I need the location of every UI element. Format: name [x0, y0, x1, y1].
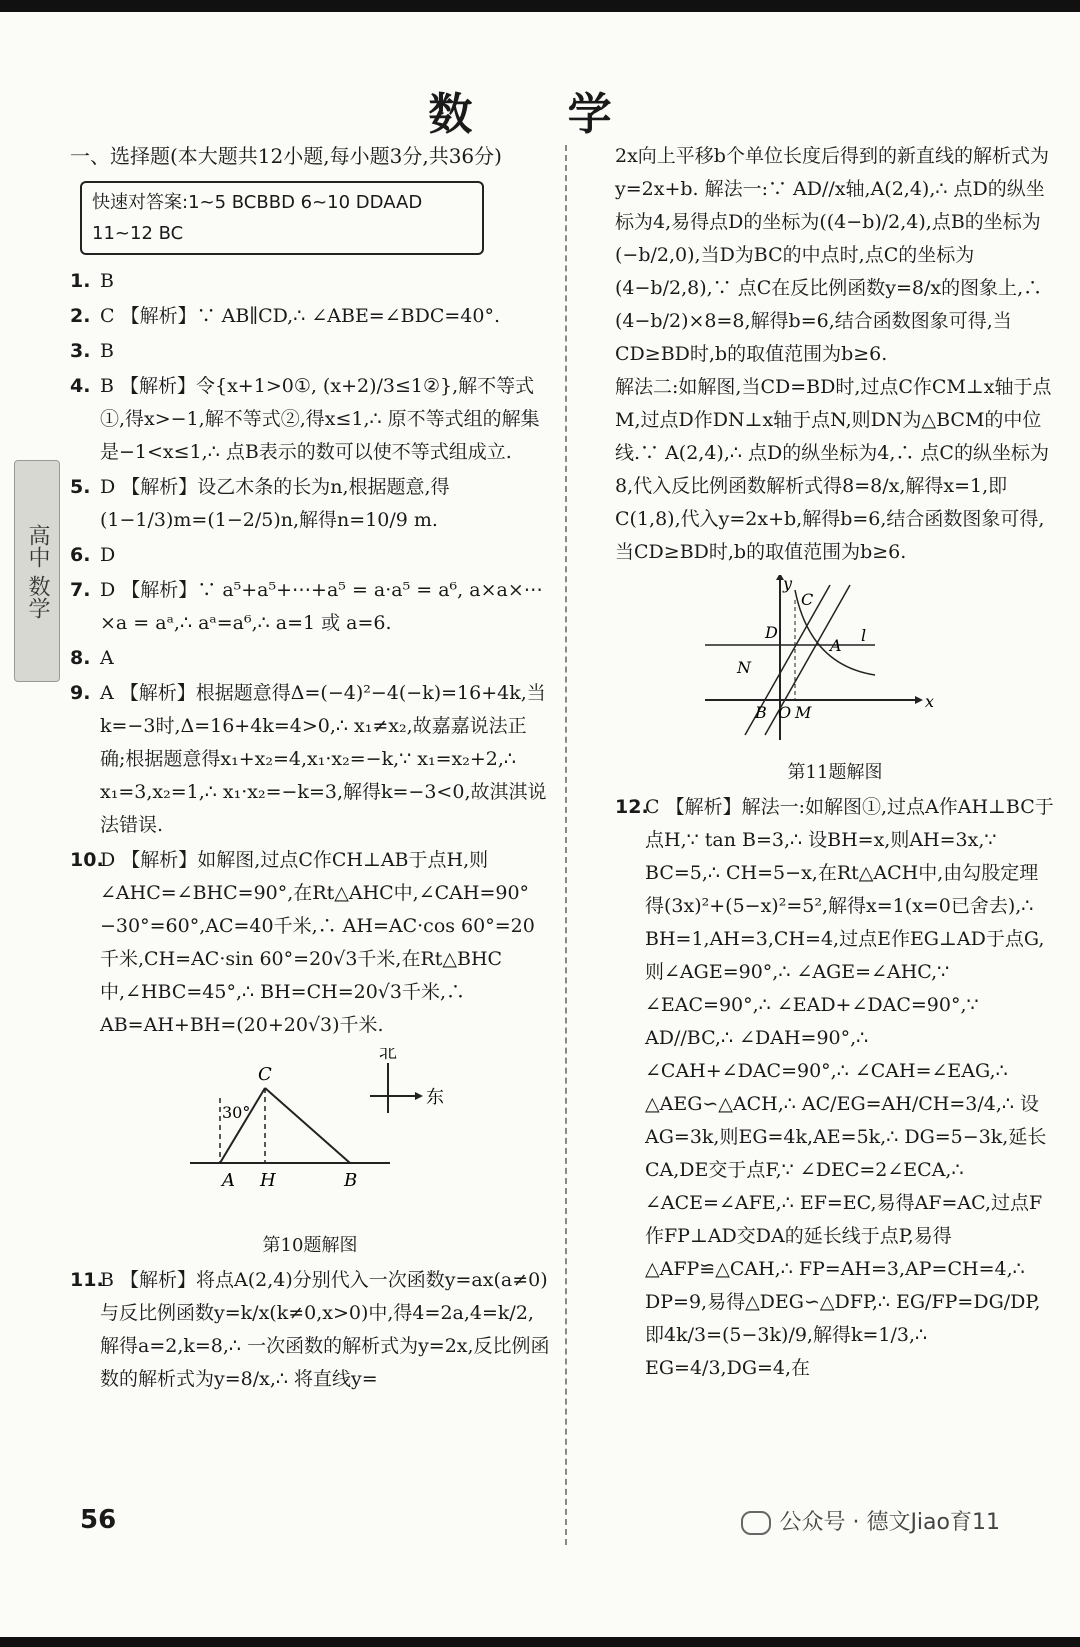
right-column [615, 140, 1055, 1387]
label-A: A [222, 1170, 235, 1191]
answer-item [70, 335, 550, 368]
quick-answer-line-1: 快速对答案:1~5 BCBBD 6~10 DDAAD [92, 192, 423, 213]
wechat-icon [741, 1511, 771, 1535]
x-axis-arrow-icon [915, 696, 923, 704]
item-number: 7. [70, 579, 91, 601]
solution-11-part2: 解法二:如解图,当CD=BD时,过点C作CM⊥x轴于点M,过点D作DN⊥x轴于点N,则DN为△BCM的中位线.∵ A(2,4),∴ 点D的纵坐标为4,∴ 点C的纵坐标为8,代入反比例函数解析式得8=8/x,解得x=1,即C(1,8),代入y=2x+b,解得b=6,结合函数图象可得,当CD≥BD时,b的取值范围为b≥6. [615, 376, 1052, 563]
item-text: D 【解析】如解图,过点C作CH⊥AB于点H,则∠AHC=∠BHC=90°,在Rt△AHC中,∠CAH=90°−30°=60°,AC=40千米,∴ AH=AC·cos 60°=20千米,CH=AC·sin 60°=20√3千米,在Rt△BHC中,∠HBC=45°,∴ BH=CH=20√3千米,∴ AB=AH+BH=(20+20√3)千米. [100, 849, 535, 1036]
figure-10 [70, 1048, 550, 1262]
answer-item [70, 265, 550, 298]
item-text: D [100, 544, 116, 566]
watermark [741, 1505, 1000, 1536]
label-C: C [801, 590, 814, 609]
compass-arrow-icon [415, 1092, 423, 1100]
item-text: B [100, 340, 114, 362]
side-CB [265, 1088, 350, 1163]
label-x: x [925, 692, 935, 711]
figure-11 [615, 575, 1055, 789]
figure-11-diagram [615, 575, 1055, 745]
solution-11-part1: 2x向上平移b个单位长度后得到的新直线的解析式为y=2x+b. 解法一:∵ AD//x轴,A(2,4),∴ 点D的纵坐标为4,易得点D的坐标为((4−b)/2,4),点B的坐标为(−b/2,0),当D为BC的中点时,点C的坐标为(4−b/2,8),∵ 点C在反比例函数y=8/x的图象上,∴ (4−b/2)×8=8,解得b=6,结合函数图象可得,当CD≥BD时,b的取值范围为b≥6. [615, 145, 1049, 365]
label-C: C [258, 1064, 272, 1085]
item-text: B 【解析】将点A(2,4)分别代入一次函数y=ax(a≠0)与反比例函数y=k/x(k≠0,x>0)中,得4=2a,4=k/2,解得a=2,k=8,∴ 一次函数的解析式为y=2x,反比例函数的解析式为y=8/x,∴ 将直线y= [100, 1269, 550, 1390]
left-column [70, 140, 550, 1398]
answer-item [70, 1264, 550, 1396]
item-number: 4. [70, 375, 91, 397]
item-number: 1. [70, 270, 91, 292]
item-number: 9. [70, 682, 91, 704]
label-A: A [830, 636, 842, 655]
figure-10-diagram [70, 1048, 550, 1218]
item-number: 10. [70, 849, 104, 871]
item-number: 12. [615, 796, 649, 818]
item-number: 3. [70, 340, 91, 362]
item-number: 2. [70, 305, 91, 327]
answer-item [615, 791, 1055, 1385]
label-y: y [783, 575, 793, 593]
item-number: 11. [70, 1269, 104, 1291]
label-B: B [755, 703, 767, 722]
label-H: H [260, 1170, 276, 1191]
item-number: 5. [70, 476, 91, 498]
answer-item [70, 370, 550, 469]
section-heading: 一、选择题(本大题共12小题,每小题3分,共36分) [70, 144, 502, 168]
answer-item [70, 539, 550, 572]
answer-item [70, 642, 550, 675]
item-text: A [100, 647, 114, 669]
side-tab: 高中 数学 [14, 460, 60, 682]
item-text: B 【解析】令{x+1>0①, (x+2)/3≤1②},解不等式①,得x>−1,解不等式②,得x≤1,∴ 原不等式组的解集是−1<x≤1,∴ 点B表示的数可以使不等式组成立. [100, 375, 540, 463]
item-text: C 【解析】解法一:如解图①,过点A作AH⊥BC于点H,∵ tan B=3,∴ 设BH=x,则AH=3x,∵ BC=5,∴ CH=5−x,在Rt△ACH中,由勾股定理得(3x)²+(5−x)²=5²,解得x=1(x=0已舍去),∴ BH=1,AH=3,CH=4,过点E作EG⊥AD于点G,则∠AGE=90°,∴ ∠AGE=∠AHC,∵ ∠EAC=90°,∴ ∠EAD+∠DAC=90°,∵ AD//BC,∴ ∠DAH=90°,∴ ∠CAH+∠DAC=90°,∴ ∠CAH=∠EAG,∴ △AEG∽△ACH,∴ AC/EG=AH/CH=3/4,∴ 设AG=3k,则EG=4k,AE=5k,∴ DG=5−3k,延长CA,DE交于点F,∵ ∠DEC=2∠ECA,∴ ∠ACE=∠AFE,∴ EF=EC,易得AF=AC,过点F作FP⊥AD交DA的延长线于点P,易得△AFP≌△CAH,∴ FP=AH=3,AP=CH=4,∴ DP=9,易得△DEG∽△DFP,∴ EG/FP=DG/DP,即4k/3=(5−3k)/9,解得k=1/3,∴ EG=4/3,DG=4,在 [645, 796, 1054, 1379]
bottom-border [0, 1637, 1080, 1647]
label-l: l [861, 626, 867, 645]
label-north: 北 [379, 1048, 397, 1063]
column-divider [565, 145, 567, 1545]
item-text: D 【解析】设乙木条的长为n,根据题意,得(1−1/3)m=(1−2/5)n,解得n=10/9 m. [100, 476, 450, 531]
item-text: A 【解析】根据题意得Δ=(−4)²−4(−k)=16+4k,当k=−3时,Δ=16+4k=4>0,∴ x₁≠x₂,故嘉嘉说法正确;根据题意得x₁+x₂=4,x₁·x₂=−k,∵ x₁=x₂+2,∴ x₁=3,x₂=1,∴ x₁·x₂=−k=3,解得k=−3<0,故淇淇说法错误. [100, 682, 547, 836]
answer-item [70, 844, 550, 1042]
item-text: D 【解析】∵ a⁵+a⁵+⋯+a⁵ = a·a⁵ = a⁶, a×a×⋯×a = aᵃ,∴ aᵃ=a⁶,∴ a=1 或 a=6. [100, 579, 543, 634]
top-border [0, 0, 1080, 12]
label-N: N [737, 658, 751, 677]
side-AC [220, 1088, 265, 1163]
answer-item [70, 300, 550, 333]
answer-item [70, 677, 550, 842]
answer-item [70, 574, 550, 640]
answer-item [70, 471, 550, 537]
page-number: 56 [80, 1505, 117, 1535]
watermark-text: 公众号 · 德文Jiao育11 [779, 1510, 1000, 1535]
page-title: 数 学 [428, 89, 652, 140]
quick-answer-line-2: 11~12 BC [92, 223, 184, 244]
item-text: B [100, 270, 114, 292]
label-D: D [765, 623, 778, 642]
quick-answer-box [80, 181, 484, 255]
item-number: 8. [70, 647, 91, 669]
label-east: 东 [426, 1087, 444, 1108]
item-text: C 【解析】∵ AB∥CD,∴ ∠ABE=∠BDC=40°. [100, 305, 501, 327]
figure-10-caption: 第10题解图 [262, 1235, 358, 1256]
label-M: M [795, 703, 812, 722]
label-angle: 30° [222, 1103, 251, 1122]
label-B: B [344, 1170, 358, 1191]
label-O: O [778, 703, 792, 722]
figure-11-caption: 第11题解图 [787, 762, 883, 783]
item-number: 6. [70, 544, 91, 566]
